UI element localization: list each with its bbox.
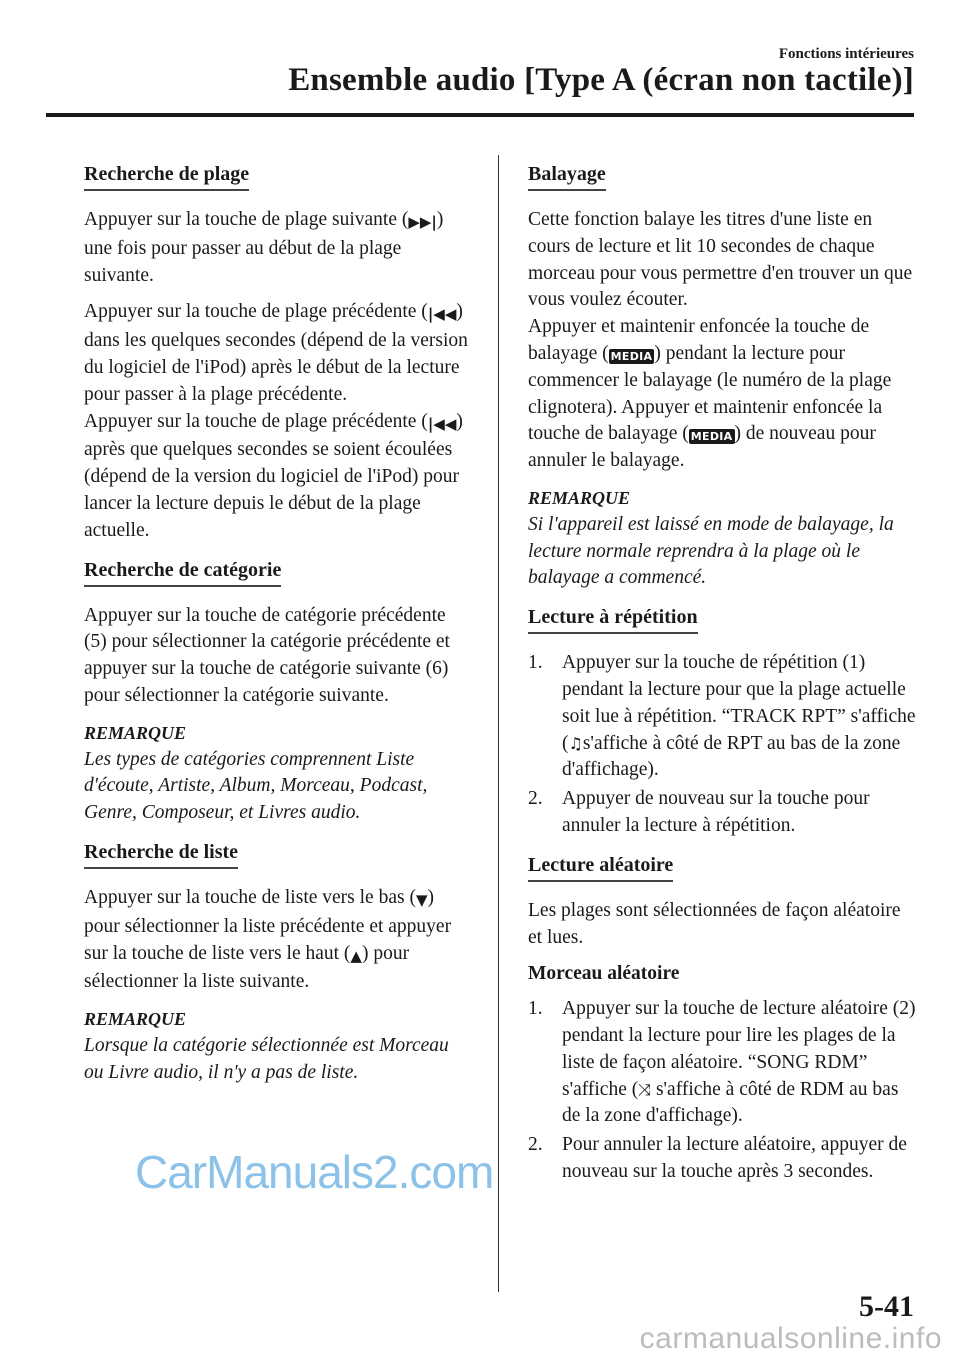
previous-track-icon: |◀◀ — [427, 414, 457, 433]
paragraph: Appuyer sur la touche de catégorie précédente (5) pour sélectionner la catégorie précédente et appuyer sur la touche de catégorie suivante (6) pour sélectionner la catégorie suivante. — [84, 604, 450, 706]
section-heading-track-search: Recherche de plage — [84, 159, 249, 191]
subheading-song-random: Morceau aléatoire — [528, 963, 680, 985]
note-text: Les types de catégories comprennent Liste d'écoute, Artiste, Album, Morceau, Podcast, Genre, Composeur, et Livres audio. — [84, 748, 428, 824]
list-item: 1. Appuyer sur la touche de lecture aléatoire (2) pendant la lecture pour lire les plages de la liste de façon aléatoire. “SONG RDM” s'affiche (⤨ s'affiche à côté de RDM au bas de la zone d'affichage). — [528, 998, 916, 1127]
note-text: Si l'appareil est laissé en mode de balayage, la lecture normale reprendra à la plage où le balayage a commencé. — [528, 513, 894, 589]
next-track-icon: ▶▶| — [408, 213, 437, 231]
left-column — [84, 157, 468, 1097]
page-number: 5-41 — [859, 1290, 914, 1323]
shuffle-icon: ⤨ — [638, 1079, 652, 1099]
repeat-steps-list — [528, 650, 918, 840]
paragraph: Appuyer sur la touche de plage précédente (|◀◀) après que quelques secondes se soient écoulées (dépend de la version du logiciel de l'iPod) pour lancer la lecture depuis le début de la plage actuelle. — [84, 410, 463, 541]
paragraph: Appuyer sur la touche de plage précédente (|◀◀) dans les quelques secondes (dépend de la version du logiciel de l'iPod) après le début de la lecture pour passer à la plage précédente. — [84, 301, 468, 405]
note-label: REMARQUE — [84, 1009, 187, 1030]
paragraph: Appuyer sur la touche de liste vers le bas (▼) pour sélectionner la liste précédente et appuyer sur la touche de liste vers le haut (▲) pour sélectionner la liste suivante. — [84, 886, 452, 993]
watermark: CarManuals2.com — [135, 1146, 494, 1198]
page-title: Ensemble audio [Type A (écran non tactile)] — [288, 62, 914, 98]
paragraph: Appuyer et maintenir enfoncée la touche de balayage ( MEDIA ) pendant la lecture pour commencer le balayage (le numéro de la plage clignotera). Appuyer et maintenir enfoncée la touche de balayage ( MEDIA ) de nouveau pour annuler le balayage. — [528, 316, 892, 472]
footer-site-watermark: carmanualsonline.info — [639, 1322, 942, 1355]
header-section-label: Fonctions intérieures — [778, 46, 914, 62]
section-heading-random: Lecture aléatoire — [528, 850, 673, 882]
section-heading-scan: Balayage — [528, 159, 606, 191]
note-label: REMARQUE — [84, 722, 187, 743]
section-heading-category-search: Recherche de catégorie — [84, 555, 281, 587]
list-up-icon: ▲ — [350, 946, 362, 965]
list-item: 1. Appuyer sur la touche de répétition (1) pendant la lecture pour que la plage actuelle soit lue à répétition. “TRACK RPT” s'affiche (♫s'affiche à côté de RPT au bas de la zone d'affichage). — [528, 652, 916, 781]
paragraph: Cette fonction balaye les titres d'une liste en cours de lecture et lit 10 secondes de chaque morceau pour vous permettre d'en trouver un que vous voulez écouter. — [528, 209, 913, 311]
list-down-icon: ▼ — [415, 890, 428, 909]
media-button-icon: MEDIA — [610, 349, 653, 363]
note-text: Lorsque la catégorie sélectionnée est Morceau ou Livre audio, il n'y a pas de liste. — [84, 1034, 449, 1083]
list-item: 2. Appuyer de nouveau sur la touche pour annuler la lecture à répétition. — [528, 788, 870, 836]
paragraph: Les plages sont sélectionnées de façon aléatoire et lues. — [528, 899, 901, 948]
right-column — [528, 157, 918, 1196]
music-note-icon: ♫ — [568, 733, 583, 753]
section-heading-repeat: Lecture à répétition — [528, 602, 698, 634]
list-item: 2. Pour annuler la lecture aléatoire, appuyer de nouveau sur la touche après 3 secondes. — [528, 1134, 907, 1182]
header-rule — [46, 113, 914, 117]
note-label: REMARQUE — [528, 487, 631, 508]
paragraph: Appuyer sur la touche de plage suivante (▶▶|) une fois pour passer au début de la plage suivante. — [84, 209, 444, 286]
previous-track-icon: |◀◀ — [427, 305, 457, 324]
random-steps-list — [528, 996, 918, 1186]
column-divider — [498, 155, 499, 1292]
media-button-icon: MEDIA — [690, 430, 733, 444]
section-heading-list-search: Recherche de liste — [84, 837, 238, 869]
